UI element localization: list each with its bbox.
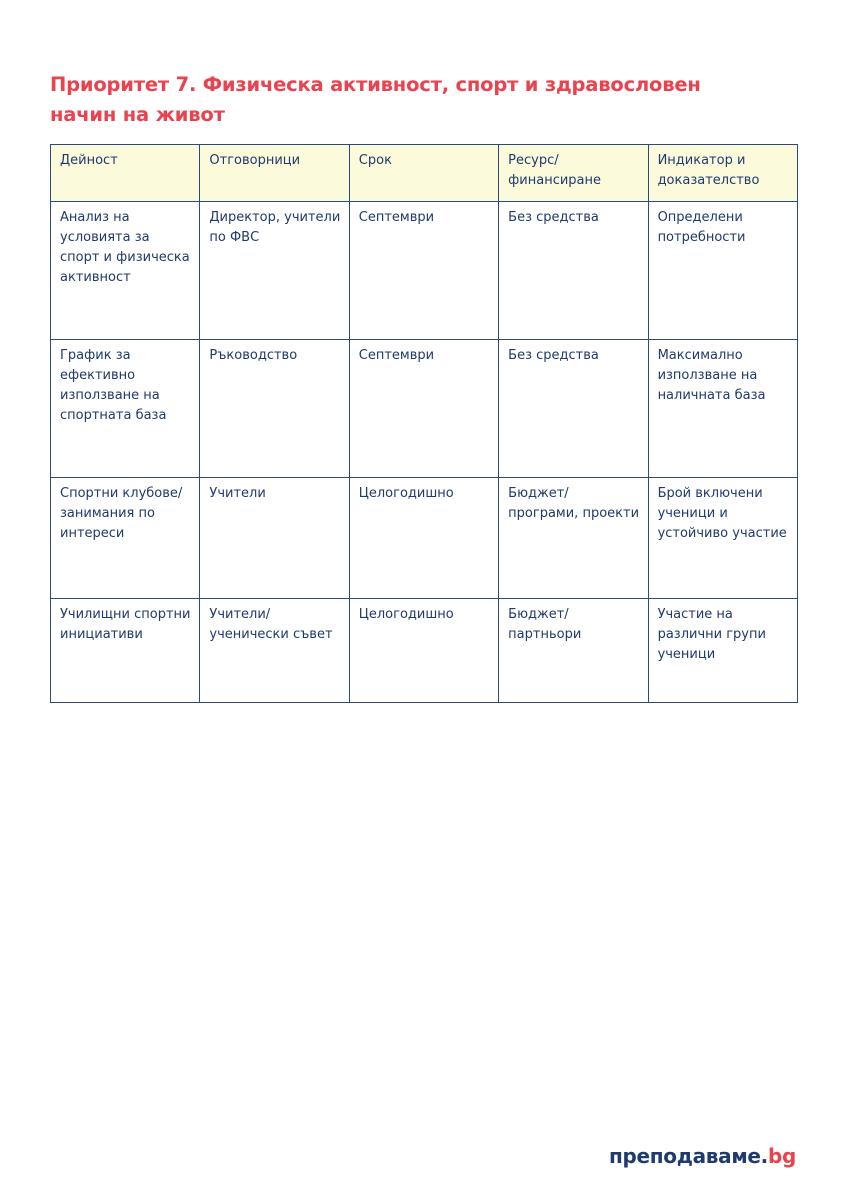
cell-resource: Бюджет/ програми, проекти xyxy=(499,478,648,599)
cell-activity: График за ефективно използване на спортната база xyxy=(51,340,200,478)
header-activity: Дейност xyxy=(51,145,200,202)
cell-deadline: Целогодишно xyxy=(349,599,498,703)
brand-logo xyxy=(609,1144,796,1168)
cell-resource: Без средства xyxy=(499,340,648,478)
page-title: Приоритет 7. Физическа активност, спорт и здравословен начин на живот xyxy=(50,73,701,126)
table-row xyxy=(51,202,798,340)
cell-deadline: Септември xyxy=(349,202,498,340)
table-row xyxy=(51,599,798,703)
cell-activity: Анализ на условията за спорт и физическа активност xyxy=(51,202,200,340)
header-responsible: Отговорници xyxy=(200,145,349,202)
cell-responsible: Ръководство xyxy=(200,340,349,478)
cell-responsible: Директор, учители по ФВС xyxy=(200,202,349,340)
cell-activity: Спортни клубове/ занимания по интереси xyxy=(51,478,200,599)
brand-logo-name: преподаваме. xyxy=(608,1144,768,1168)
cell-responsible: Учители/ ученически съвет xyxy=(200,599,349,703)
brand-logo-tld: bg xyxy=(767,1144,796,1168)
cell-indicator: Максимално използване на наличната база xyxy=(648,340,797,478)
header-deadline: Срок xyxy=(349,145,498,202)
header-resource: Ресурс/ финансиране xyxy=(499,145,648,202)
cell-deadline: Септември xyxy=(349,340,498,478)
table-row xyxy=(51,340,798,478)
table-header-row xyxy=(51,145,798,202)
cell-responsible: Учители xyxy=(200,478,349,599)
cell-indicator: Участие на различни групи ученици xyxy=(648,599,797,703)
cell-resource: Без средства xyxy=(499,202,648,340)
header-indicator: Индикатор и доказателство xyxy=(648,145,797,202)
cell-indicator: Брой включени ученици и устойчиво участие xyxy=(648,478,797,599)
cell-activity: Училищни спортни инициативи xyxy=(51,599,200,703)
table-row xyxy=(51,478,798,599)
priority-table xyxy=(50,144,798,703)
cell-indicator: Определени потребности xyxy=(648,202,797,340)
cell-deadline: Целогодишно xyxy=(349,478,498,599)
cell-resource: Бюджет/ партньори xyxy=(499,599,648,703)
